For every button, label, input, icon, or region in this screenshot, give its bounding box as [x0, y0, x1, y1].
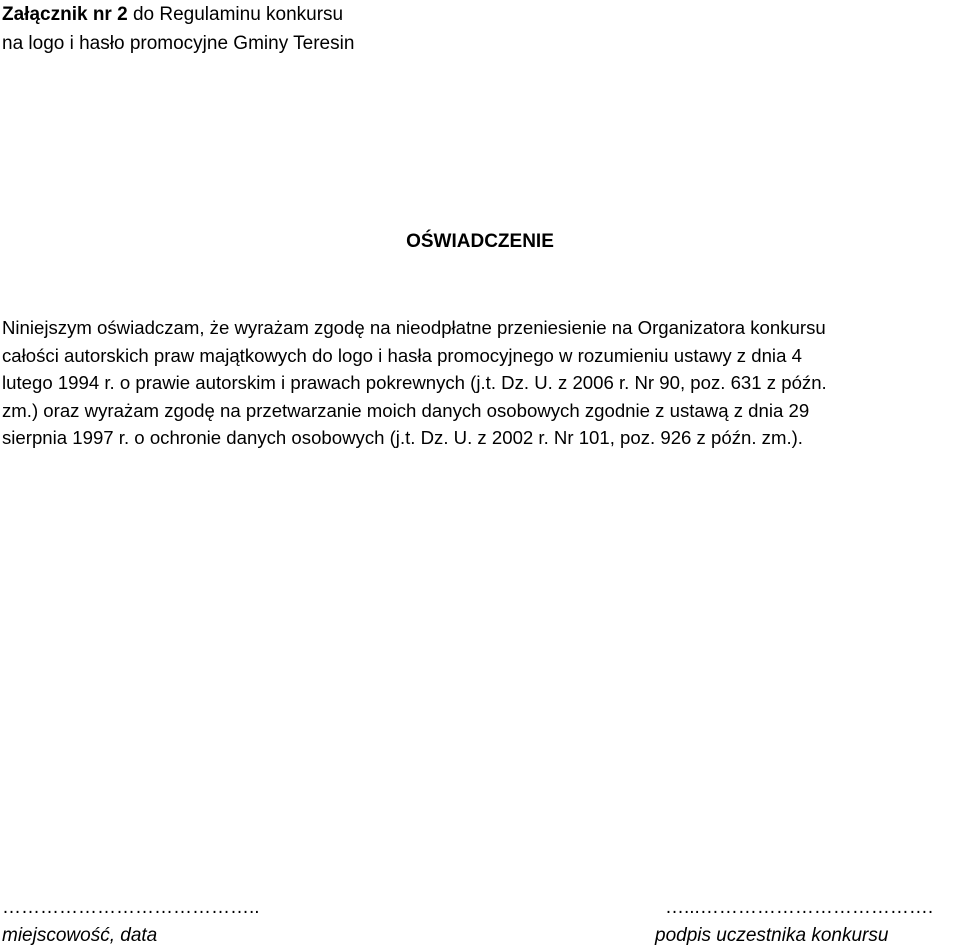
declaration-line-2: całości autorskich praw majątkowych do logo i hasła promocyjnego w rozumieniu ustawy z dnia 4 [2, 344, 802, 366]
declaration-line-1: Niniejszym oświadczam, że wyrażam zgodę na nieodpłatne przeniesienie na Organizatora konkursu [2, 317, 826, 338]
attachment-number: Załącznik nr 2 [2, 4, 128, 25]
declaration-line-4: zm.) oraz wyrażam zgodę na przetwarzanie moich danych osobowych zgodnie z ustawą z dnia 29 [2, 399, 810, 421]
participant-signature-field [655, 894, 933, 950]
header-line-1-rest: do Regulaminu konkursu [127, 4, 344, 25]
place-date-signature-field [2, 894, 260, 950]
header-line-1 [2, 0, 354, 29]
participant-signature-dotted-line: …...………………………………. [665, 897, 934, 918]
place-date-dotted-line: ………………………………….. [2, 897, 260, 918]
declaration-line-5: sierpnia 1997 r. o ochronie danych osobowych (j.t. Dz. U. z 2002 r. Nr 101, poz. 926 z późn. zm.). [2, 427, 803, 448]
declaration-line-3: lutego 1994 r. o prawie autorskim i prawach pokrewnych (j.t. Dz. U. z 2006 r. Nr 90, poz. 631 z późn. [2, 372, 827, 393]
document-title: OŚWIADCZENIE [406, 231, 554, 252]
header-line-2: na logo i hasło promocyjne Gminy Teresin [2, 33, 355, 54]
document-header [2, 0, 354, 58]
place-date-label: miejscowość, data [2, 925, 158, 946]
declaration-text [2, 314, 958, 452]
participant-signature-label: podpis uczestnika konkursu [655, 925, 889, 946]
